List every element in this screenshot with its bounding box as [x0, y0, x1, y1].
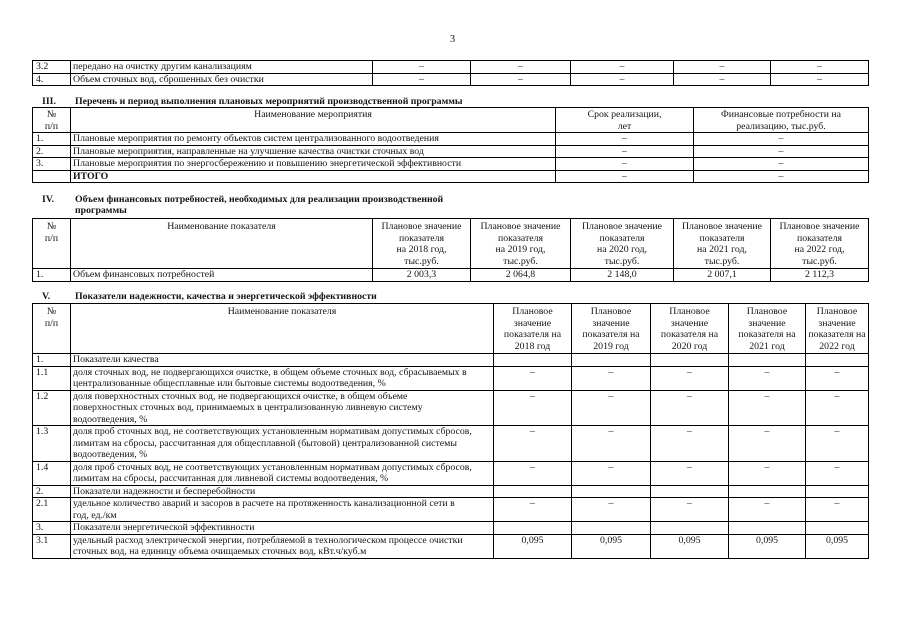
row-value-2020: – — [651, 390, 729, 426]
row-value-2019: – — [572, 426, 651, 462]
header-year-2018: Плановое значение показателя на 2018 год — [494, 304, 572, 354]
header-year-2019: Плановое значение показателя на 2019 год, тыс.руб. — [471, 219, 571, 269]
header-year-2022: Плановое значение показателя на 2022 год — [806, 304, 869, 354]
row-number: 4. — [33, 73, 71, 86]
row-value-2022: – — [806, 426, 869, 462]
row-number: 1. — [33, 133, 71, 146]
table-row — [33, 534, 869, 558]
row-number: 3.1 — [33, 534, 71, 558]
row-value-2021: 2 007,1 — [674, 269, 771, 282]
row-finance: – — [694, 158, 869, 171]
row-name: Плановые мероприятия, направленные на улучшение качества очистки сточных вод — [71, 145, 556, 158]
row-term: – — [556, 145, 694, 158]
section-title: Перечень и период выполнения плановых мероприятий производственной программы — [75, 96, 463, 107]
row-value-2022: 2 112,3 — [771, 269, 869, 282]
row-value-2018 — [494, 354, 572, 367]
table-continuation — [32, 60, 869, 86]
table-row — [33, 73, 869, 86]
total-label: ИТОГО — [71, 170, 556, 183]
row-value-2019 — [572, 354, 651, 367]
row-name: Объем сточных вод, сброшенных без очистки — [71, 73, 373, 86]
row-value-2021 — [729, 354, 806, 367]
row-value-2021: – — [729, 498, 806, 522]
row-value-2020: – — [571, 61, 674, 74]
section-number: IV. — [42, 194, 55, 205]
row-value-2021: – — [729, 390, 806, 426]
row-name: Плановые мероприятия по энергосбережению и повышению энергетической эффективности — [71, 158, 556, 171]
section-title: Показатели надежности, качества и энергетической эффективности — [75, 291, 377, 302]
row-value-2022: – — [771, 73, 869, 86]
row-name: удельный расход электрической энергии, потребляемой в технологическом процессе очистки сточных вод, на единицу объема очищаемых сточных вод, кВт.ч/куб.м — [71, 534, 494, 558]
row-term: – — [556, 158, 694, 171]
table-row — [33, 366, 869, 390]
header-year-2021: Плановое значение показателя на 2021 год — [729, 304, 806, 354]
row-value-2019: – — [572, 366, 651, 390]
row-name: Объем финансовых потребностей — [71, 269, 373, 282]
row-value-2020: 2 148,0 — [571, 269, 674, 282]
row-value-2018 — [494, 485, 572, 498]
section-heading-4 — [42, 194, 443, 216]
row-value-2021: – — [674, 73, 771, 86]
header-year-2022: Плановое значение показателя на 2022 год, тыс.руб. — [771, 219, 869, 269]
row-value-2020 — [651, 354, 729, 367]
row-value-2021 — [729, 485, 806, 498]
row-number: 1.3 — [33, 426, 71, 462]
row-value-2022 — [806, 354, 869, 367]
row-value-2021: – — [729, 426, 806, 462]
header-number: № п/п — [33, 219, 71, 269]
row-value-2018: – — [373, 73, 471, 86]
row-number: 1. — [33, 269, 71, 282]
header-name: Наименование показателя — [71, 219, 373, 269]
row-name: Показатели качества — [71, 354, 494, 367]
row-value-2021: – — [729, 366, 806, 390]
row-value-2021: 0,095 — [729, 534, 806, 558]
row-value-2018: – — [494, 461, 572, 485]
row-name: Показатели надежности и бесперебойности — [71, 485, 494, 498]
row-value-2018: – — [494, 498, 572, 522]
total-finance: – — [694, 170, 869, 183]
row-value-2022 — [806, 522, 869, 535]
table-header-row — [33, 108, 869, 133]
row-value-2019 — [572, 485, 651, 498]
section-heading-3 — [42, 96, 463, 107]
row-value-2018: – — [373, 61, 471, 74]
row-number: 2. — [33, 145, 71, 158]
page-number: 3 — [449, 34, 456, 45]
header-number: № п/п — [33, 108, 71, 133]
row-finance: – — [694, 133, 869, 146]
row-name: доля проб сточных вод, не соответствующих установленным нормативам допустимых сбросов, лимитам на сбросы, рассчитанная для ливневой системы водоотведения, % — [71, 461, 494, 485]
row-value-2022: – — [771, 61, 869, 74]
row-value-2020: – — [651, 461, 729, 485]
row-value-2021 — [729, 522, 806, 535]
row-value-2019: – — [471, 73, 571, 86]
row-number: 3. — [33, 158, 71, 171]
row-value-2019: – — [572, 461, 651, 485]
row-value-2020: 0,095 — [651, 534, 729, 558]
row-value-2022: – — [806, 498, 869, 522]
row-number: 1.1 — [33, 366, 71, 390]
table-row — [33, 158, 869, 171]
section-title: Объем финансовых потребностей, необходимых для реализации производственной программы — [75, 194, 444, 216]
indicators-table — [32, 303, 869, 559]
header-year-2019: Плановое значение показателя на 2019 год — [572, 304, 651, 354]
row-value-2020: – — [571, 73, 674, 86]
row-name: доля проб сточных вод, не соответствующих установленным нормативам допустимых сбросов, лимитам на сбросы, рассчитанная для общесплавной (бытовой) централизованной системы водоотведения, % — [71, 426, 494, 462]
table-header-row — [33, 219, 869, 269]
row-value-2022: 0,095 — [806, 534, 869, 558]
group-row — [33, 354, 869, 367]
row-value-2022 — [806, 485, 869, 498]
table-row — [33, 133, 869, 146]
table-row — [33, 498, 869, 522]
row-number: 1.4 — [33, 461, 71, 485]
row-number — [33, 170, 71, 183]
row-name: удельное количество аварий и засоров в расчете на протяженность канализационной сети в год, ед./км — [71, 498, 494, 522]
table-header-row — [33, 304, 869, 354]
table-row — [33, 461, 869, 485]
total-row — [33, 170, 869, 183]
group-row — [33, 522, 869, 535]
row-value-2020: – — [651, 426, 729, 462]
row-value-2019: 0,095 — [572, 534, 651, 558]
row-value-2019 — [572, 522, 651, 535]
financial-needs-table — [32, 218, 869, 282]
row-value-2020: – — [651, 498, 729, 522]
row-value-2019: 2 064,8 — [471, 269, 571, 282]
row-name: Плановые мероприятия по ремонту объектов систем централизованного водоотведения — [71, 133, 556, 146]
row-value-2020 — [651, 485, 729, 498]
section-number: III. — [42, 96, 56, 107]
row-value-2018: – — [494, 366, 572, 390]
group-row — [33, 485, 869, 498]
header-year-2018: Плановое значение показателя на 2018 год, тыс.руб. — [373, 219, 471, 269]
table-row — [33, 390, 869, 426]
header-year-2021: Плановое значение показателя на 2021 год, тыс.руб. — [674, 219, 771, 269]
row-value-2020 — [651, 522, 729, 535]
row-value-2018: 2 003,3 — [373, 269, 471, 282]
row-name: передано на очистку другим канализациям — [71, 61, 373, 74]
header-name: Наименование мероприятия — [71, 108, 556, 133]
table-row — [33, 61, 869, 74]
section-heading-5 — [42, 291, 377, 302]
row-value-2018: – — [494, 426, 572, 462]
row-name: доля поверхностных сточных вод, не подвергающихся очистке, в общем объеме поверхностных сточных вод, принимаемых в централизованную ливневую систему водоотведения, % — [71, 390, 494, 426]
row-number: 1.2 — [33, 390, 71, 426]
row-number: 1. — [33, 354, 71, 367]
row-number: 3.2 — [33, 61, 71, 74]
table-row — [33, 269, 869, 282]
row-value-2022: – — [806, 461, 869, 485]
measures-table — [32, 107, 869, 183]
row-value-2022: – — [806, 366, 869, 390]
row-value-2021: – — [674, 61, 771, 74]
row-value-2019: – — [471, 61, 571, 74]
table-row — [33, 426, 869, 462]
row-value-2019: – — [572, 498, 651, 522]
row-value-2022: – — [806, 390, 869, 426]
table-row — [33, 145, 869, 158]
row-finance: – — [694, 145, 869, 158]
row-value-2018: 0,095 — [494, 534, 572, 558]
row-value-2018: – — [494, 390, 572, 426]
header-finance: Финансовые потребности на реализацию, тыс.руб. — [694, 108, 869, 133]
section-number: V. — [42, 291, 51, 302]
row-value-2019: – — [572, 390, 651, 426]
row-value-2021: – — [729, 461, 806, 485]
row-value-2020: – — [651, 366, 729, 390]
header-name: Наименование показателя — [71, 304, 494, 354]
row-value-2018 — [494, 522, 572, 535]
total-term: – — [556, 170, 694, 183]
row-name: доля сточных вод, не подвергающихся очистке, в общем объеме сточных вод, сбрасываемых в централизованные общесплавные или бытовые системы водоотведения, % — [71, 366, 494, 390]
row-term: – — [556, 133, 694, 146]
header-term: Срок реализации, лет — [556, 108, 694, 133]
header-year-2020: Плановое значение показателя на 2020 год — [651, 304, 729, 354]
header-year-2020: Плановое значение показателя на 2020 год, тыс.руб. — [571, 219, 674, 269]
row-number: 2.1 — [33, 498, 71, 522]
row-number: 2. — [33, 485, 71, 498]
row-name: Показатели энергетической эффективности — [71, 522, 494, 535]
header-number: № п/п — [33, 304, 71, 354]
row-number: 3. — [33, 522, 71, 535]
